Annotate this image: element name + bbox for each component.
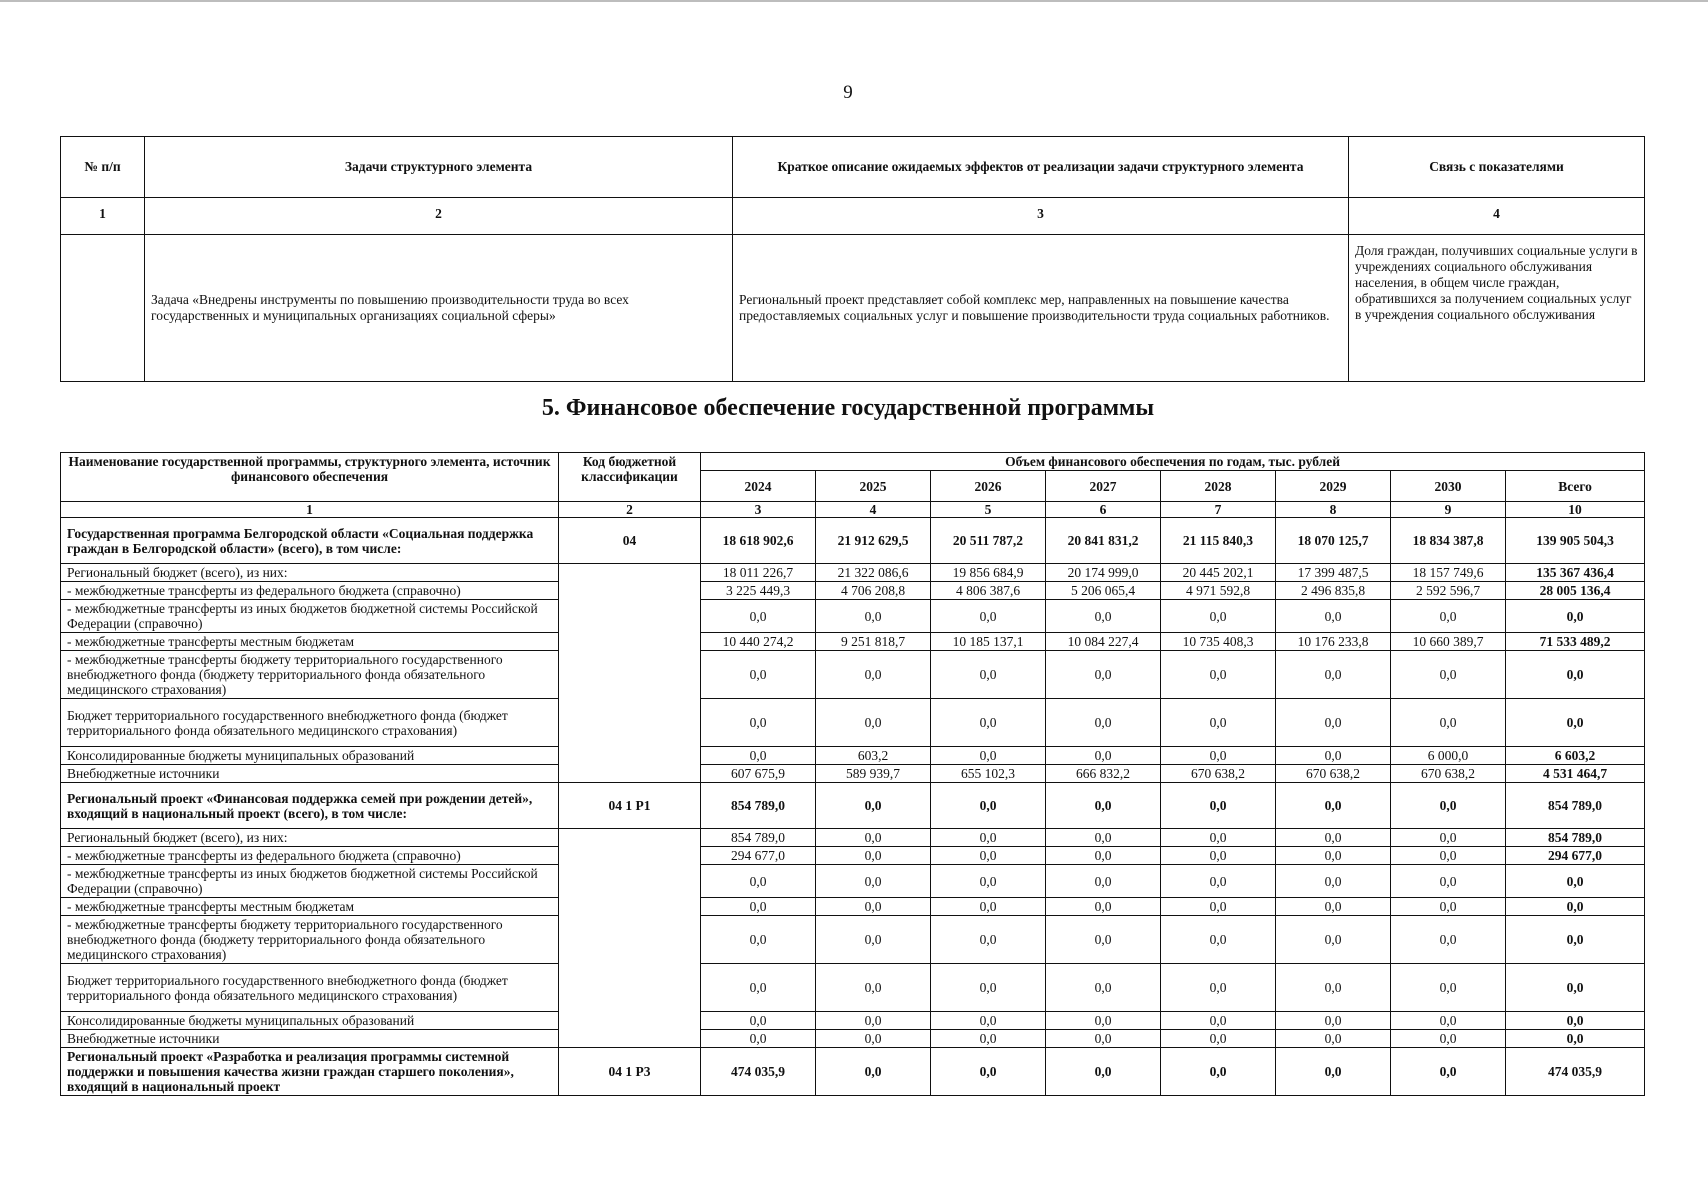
page-top-border <box>0 0 1708 2</box>
finance-row <box>61 865 1645 898</box>
tasks-index-row <box>61 198 1645 235</box>
finance-value: 0,0 <box>1161 865 1276 898</box>
finance-value: 0,0 <box>701 964 816 1012</box>
finance-total: 474 035,9 <box>1506 1048 1645 1096</box>
finance-value: 603,2 <box>816 747 931 765</box>
finance-row <box>61 847 1645 865</box>
finance-value: 0,0 <box>1046 783 1161 829</box>
finance-value: 0,0 <box>1391 1030 1506 1048</box>
finance-value: 0,0 <box>1391 600 1506 633</box>
finance-value: 0,0 <box>701 1030 816 1048</box>
finance-value: 0,0 <box>816 898 931 916</box>
finance-total: 854 789,0 <box>1506 783 1645 829</box>
finance-value: 10 185 137,1 <box>931 633 1046 651</box>
finance-index-row <box>61 502 1645 518</box>
finance-value: 0,0 <box>701 916 816 964</box>
tasks-header-indicator: Связь с показателями <box>1349 137 1645 198</box>
finance-value: 0,0 <box>931 964 1046 1012</box>
finance-table <box>60 452 1645 1096</box>
year-header: 2030 <box>1391 471 1506 502</box>
finance-header-volume: Объем финансового обеспечения по годам, тыс. рублей <box>701 453 1645 471</box>
finance-code-blank <box>559 564 701 783</box>
finance-value: 0,0 <box>701 699 816 747</box>
finance-code-blank <box>559 829 701 1048</box>
finance-value: 0,0 <box>1276 964 1391 1012</box>
finance-total: 139 905 504,3 <box>1506 518 1645 564</box>
finance-row <box>61 633 1645 651</box>
finance-value: 0,0 <box>1161 1048 1276 1096</box>
finance-index-cell: 3 <box>701 502 816 518</box>
finance-value: 0,0 <box>816 1048 931 1096</box>
finance-index-cell: 6 <box>1046 502 1161 518</box>
finance-total: 294 677,0 <box>1506 847 1645 865</box>
finance-value: 0,0 <box>931 1012 1046 1030</box>
finance-value: 474 035,9 <box>701 1048 816 1096</box>
task-text: Задача «Внедрены инструменты по повышению производительности труда во всех государственных и муниципальных организациях социальной сферы» <box>145 235 733 382</box>
finance-header-row <box>61 453 1645 471</box>
finance-row-name: Региональный бюджет (всего), из них: <box>61 564 559 582</box>
finance-total: 0,0 <box>1506 699 1645 747</box>
finance-index-cell: 2 <box>559 502 701 518</box>
year-header: 2024 <box>701 471 816 502</box>
finance-value: 0,0 <box>1161 699 1276 747</box>
finance-value: 0,0 <box>816 964 931 1012</box>
finance-value: 0,0 <box>1161 964 1276 1012</box>
finance-total: 28 005 136,4 <box>1506 582 1645 600</box>
finance-value: 0,0 <box>1391 916 1506 964</box>
finance-value: 0,0 <box>1161 747 1276 765</box>
finance-total: 0,0 <box>1506 916 1645 964</box>
finance-value: 0,0 <box>1276 651 1391 699</box>
finance-index-cell: 7 <box>1161 502 1276 518</box>
finance-value: 0,0 <box>1046 600 1161 633</box>
tasks-index-cell: 4 <box>1349 198 1645 235</box>
finance-row-name: - межбюджетные трансферты из федерального бюджета (справочно) <box>61 847 559 865</box>
finance-value: 2 592 596,7 <box>1391 582 1506 600</box>
finance-value: 607 675,9 <box>701 765 816 783</box>
finance-value: 0,0 <box>1161 829 1276 847</box>
finance-body <box>61 518 1645 1096</box>
finance-value: 0,0 <box>816 847 931 865</box>
page-number: 9 <box>843 82 853 103</box>
finance-total: 0,0 <box>1506 865 1645 898</box>
finance-row <box>61 1030 1645 1048</box>
finance-row-name: Бюджет территориального государственного внебюджетного фонда (бюджет территориального фонда обязательного медицинского страхования) <box>61 699 559 747</box>
finance-row-name: Консолидированные бюджеты муниципальных образований <box>61 1012 559 1030</box>
finance-value: 0,0 <box>1161 783 1276 829</box>
finance-value: 4 971 592,8 <box>1161 582 1276 600</box>
finance-value: 0,0 <box>701 651 816 699</box>
finance-value: 21 115 840,3 <box>1161 518 1276 564</box>
finance-value: 0,0 <box>1391 1012 1506 1030</box>
finance-value: 0,0 <box>1391 847 1506 865</box>
finance-total: 854 789,0 <box>1506 829 1645 847</box>
finance-value: 589 939,7 <box>816 765 931 783</box>
finance-row <box>61 747 1645 765</box>
finance-value: 0,0 <box>1276 783 1391 829</box>
finance-value: 0,0 <box>931 651 1046 699</box>
finance-value: 10 735 408,3 <box>1161 633 1276 651</box>
year-header: 2027 <box>1046 471 1161 502</box>
tasks-row <box>61 235 1645 382</box>
finance-value: 0,0 <box>1276 699 1391 747</box>
finance-value: 0,0 <box>816 651 931 699</box>
finance-value: 0,0 <box>1161 600 1276 633</box>
finance-value: 4 806 387,6 <box>931 582 1046 600</box>
year-header: 2025 <box>816 471 931 502</box>
finance-value: 10 084 227,4 <box>1046 633 1161 651</box>
finance-value: 670 638,2 <box>1276 765 1391 783</box>
task-indicator: Доля граждан, получивших социальные услуги в учреждениях социального обслуживания населения, в общем числе граждан, обратившихся за получением социальных услуг в учреждения социального обслуживания <box>1349 235 1645 382</box>
finance-value: 21 912 629,5 <box>816 518 931 564</box>
tasks-header-num: № п/п <box>61 137 145 198</box>
finance-value: 21 322 086,6 <box>816 564 931 582</box>
task-number <box>61 235 145 382</box>
finance-total: 0,0 <box>1506 964 1645 1012</box>
finance-index-cell: 9 <box>1391 502 1506 518</box>
finance-value: 18 618 902,6 <box>701 518 816 564</box>
finance-value: 0,0 <box>931 916 1046 964</box>
finance-value: 3 225 449,3 <box>701 582 816 600</box>
year-header: 2026 <box>931 471 1046 502</box>
year-header: 2028 <box>1161 471 1276 502</box>
finance-row-code: 04 1 Р1 <box>559 783 701 829</box>
finance-value: 0,0 <box>816 783 931 829</box>
finance-row <box>61 582 1645 600</box>
finance-value: 0,0 <box>1391 699 1506 747</box>
finance-row <box>61 564 1645 582</box>
finance-value: 0,0 <box>1276 1030 1391 1048</box>
finance-total: 4 531 464,7 <box>1506 765 1645 783</box>
finance-total: 0,0 <box>1506 1030 1645 1048</box>
finance-value: 0,0 <box>816 600 931 633</box>
finance-row-name: - межбюджетные трансферты местным бюджетам <box>61 898 559 916</box>
finance-value: 0,0 <box>1276 847 1391 865</box>
finance-value: 9 251 818,7 <box>816 633 931 651</box>
finance-value: 10 176 233,8 <box>1276 633 1391 651</box>
finance-value: 0,0 <box>1046 829 1161 847</box>
finance-value: 0,0 <box>1276 600 1391 633</box>
finance-value: 0,0 <box>816 1012 931 1030</box>
finance-row-name: Внебюджетные источники <box>61 765 559 783</box>
finance-value: 0,0 <box>1161 1012 1276 1030</box>
finance-row-name: - межбюджетные трансферты бюджету территориального государственного внебюджетного фонда (бюджету территориального фонда обязательного медицинского страхования) <box>61 651 559 699</box>
finance-value: 18 011 226,7 <box>701 564 816 582</box>
finance-value: 0,0 <box>1046 865 1161 898</box>
tasks-index-cell: 1 <box>61 198 145 235</box>
finance-value: 0,0 <box>1046 699 1161 747</box>
finance-row-name: Внебюджетные источники <box>61 1030 559 1048</box>
finance-value: 0,0 <box>931 600 1046 633</box>
finance-value: 0,0 <box>1391 964 1506 1012</box>
finance-value: 0,0 <box>1276 898 1391 916</box>
finance-row <box>61 699 1645 747</box>
finance-value: 0,0 <box>1391 1048 1506 1096</box>
finance-section-row <box>61 1048 1645 1096</box>
finance-row-code: 04 <box>559 518 701 564</box>
finance-index-cell: 4 <box>816 502 931 518</box>
total-header: Всего <box>1506 471 1645 502</box>
finance-value: 0,0 <box>701 898 816 916</box>
finance-row-name: Региональный бюджет (всего), из них: <box>61 829 559 847</box>
finance-value: 0,0 <box>816 865 931 898</box>
finance-row-name: - межбюджетные трансферты местным бюджетам <box>61 633 559 651</box>
finance-total: 0,0 <box>1506 1012 1645 1030</box>
finance-index-cell: 10 <box>1506 502 1645 518</box>
finance-value: 0,0 <box>931 1048 1046 1096</box>
finance-section-row <box>61 783 1645 829</box>
finance-total: 6 603,2 <box>1506 747 1645 765</box>
finance-value: 0,0 <box>931 898 1046 916</box>
finance-value: 0,0 <box>1276 1048 1391 1096</box>
finance-value: 0,0 <box>1161 847 1276 865</box>
finance-value: 20 174 999,0 <box>1046 564 1161 582</box>
finance-value: 0,0 <box>931 783 1046 829</box>
finance-row-name: - межбюджетные трансферты из иных бюджетов бюджетной системы Российской Федерации (справочно) <box>61 600 559 633</box>
finance-value: 0,0 <box>1276 1012 1391 1030</box>
finance-value: 0,0 <box>1046 1048 1161 1096</box>
finance-value: 0,0 <box>816 699 931 747</box>
finance-value: 0,0 <box>1046 916 1161 964</box>
finance-value: 0,0 <box>931 847 1046 865</box>
finance-row-name: Государственная программа Белгородской области «Социальная поддержка граждан в Белгородской области» (всего), в том числе: <box>61 518 559 564</box>
finance-row-name: - межбюджетные трансферты бюджету территориального государственного внебюджетного фонда (бюджету территориального фонда обязательного медицинского страхования) <box>61 916 559 964</box>
finance-value: 0,0 <box>816 916 931 964</box>
section-title: 5. Финансовое обеспечение государственной программы <box>541 395 1155 421</box>
finance-value: 0,0 <box>931 747 1046 765</box>
finance-total: 0,0 <box>1506 651 1645 699</box>
task-description: Региональный проект представляет собой комплекс мер, направленных на повышение качества предоставляемых социальных услуг и повышение производительности труда социальных работников. <box>733 235 1349 382</box>
tasks-header-row <box>61 137 1645 198</box>
finance-value: 18 834 387,8 <box>1391 518 1506 564</box>
tasks-header-task: Задачи структурного элемента <box>145 137 733 198</box>
finance-value: 10 440 274,2 <box>701 633 816 651</box>
finance-value: 20 511 787,2 <box>931 518 1046 564</box>
finance-value: 17 399 487,5 <box>1276 564 1391 582</box>
finance-value: 854 789,0 <box>701 829 816 847</box>
finance-header-name: Наименование государственной программы, структурного элемента, источник финансового обеспечения <box>61 453 559 502</box>
finance-value: 0,0 <box>701 747 816 765</box>
finance-value: 655 102,3 <box>931 765 1046 783</box>
finance-row-name: - межбюджетные трансферты из иных бюджетов бюджетной системы Российской Федерации (справочно) <box>61 865 559 898</box>
finance-row <box>61 1012 1645 1030</box>
tasks-index-cell: 3 <box>733 198 1349 235</box>
finance-row-name: Бюджет территориального государственного внебюджетного фонда (бюджет территориального фонда обязательного медицинского страхования) <box>61 964 559 1012</box>
finance-value: 18 070 125,7 <box>1276 518 1391 564</box>
finance-row <box>61 964 1645 1012</box>
finance-value: 0,0 <box>931 829 1046 847</box>
finance-value: 294 677,0 <box>701 847 816 865</box>
finance-value: 0,0 <box>701 1012 816 1030</box>
finance-value: 0,0 <box>1161 898 1276 916</box>
finance-value: 5 206 065,4 <box>1046 582 1161 600</box>
finance-value: 6 000,0 <box>1391 747 1506 765</box>
tasks-index-cell: 2 <box>145 198 733 235</box>
finance-value: 0,0 <box>1276 829 1391 847</box>
finance-header-code: Код бюджетной классификации <box>559 453 701 502</box>
finance-value: 0,0 <box>1046 964 1161 1012</box>
finance-row-name: Региональный проект «Разработка и реализация программы системной поддержки и повышения качества жизни граждан старшего поколения», входящий в национальный проект <box>61 1048 559 1096</box>
finance-value: 670 638,2 <box>1161 765 1276 783</box>
finance-value: 0,0 <box>1276 865 1391 898</box>
finance-value: 0,0 <box>931 865 1046 898</box>
finance-section-row <box>61 518 1645 564</box>
finance-total: 71 533 489,2 <box>1506 633 1645 651</box>
finance-value: 0,0 <box>1161 651 1276 699</box>
finance-row-name: Региональный проект «Финансовая поддержка семей при рождении детей», входящий в национальный проект (всего), в том числе: <box>61 783 559 829</box>
finance-value: 0,0 <box>701 600 816 633</box>
finance-value: 0,0 <box>816 1030 931 1048</box>
finance-value: 20 841 831,2 <box>1046 518 1161 564</box>
finance-value: 2 496 835,8 <box>1276 582 1391 600</box>
finance-value: 0,0 <box>816 829 931 847</box>
finance-value: 0,0 <box>1391 651 1506 699</box>
finance-value: 0,0 <box>1161 916 1276 964</box>
finance-value: 0,0 <box>1161 1030 1276 1048</box>
finance-value: 4 706 208,8 <box>816 582 931 600</box>
finance-index-cell: 8 <box>1276 502 1391 518</box>
finance-value: 18 157 749,6 <box>1391 564 1506 582</box>
finance-total: 0,0 <box>1506 898 1645 916</box>
finance-value: 0,0 <box>1276 916 1391 964</box>
finance-value: 0,0 <box>931 699 1046 747</box>
finance-row-name: Консолидированные бюджеты муниципальных образований <box>61 747 559 765</box>
finance-index-cell: 1 <box>61 502 559 518</box>
finance-index-cell: 5 <box>931 502 1046 518</box>
finance-value: 0,0 <box>1391 898 1506 916</box>
finance-value: 19 856 684,9 <box>931 564 1046 582</box>
finance-value: 0,0 <box>1046 898 1161 916</box>
finance-value: 666 832,2 <box>1046 765 1161 783</box>
finance-total: 0,0 <box>1506 600 1645 633</box>
finance-value: 0,0 <box>1391 865 1506 898</box>
year-header: 2029 <box>1276 471 1391 502</box>
finance-value: 20 445 202,1 <box>1161 564 1276 582</box>
finance-value: 0,0 <box>1391 783 1506 829</box>
tasks-header-description: Краткое описание ожидаемых эффектов от реализации задачи структурного элемента <box>733 137 1349 198</box>
finance-value: 0,0 <box>701 865 816 898</box>
finance-row-code: 04 1 Р3 <box>559 1048 701 1096</box>
finance-row <box>61 829 1645 847</box>
tasks-table <box>60 136 1645 382</box>
finance-value: 0,0 <box>1391 829 1506 847</box>
finance-row <box>61 651 1645 699</box>
finance-value: 670 638,2 <box>1391 765 1506 783</box>
finance-value: 0,0 <box>931 1030 1046 1048</box>
finance-row <box>61 898 1645 916</box>
finance-row-name: - межбюджетные трансферты из федерального бюджета (справочно) <box>61 582 559 600</box>
finance-row <box>61 765 1645 783</box>
finance-value: 0,0 <box>1276 747 1391 765</box>
finance-value: 0,0 <box>1046 1012 1161 1030</box>
finance-value: 0,0 <box>1046 651 1161 699</box>
finance-value: 0,0 <box>1046 1030 1161 1048</box>
finance-value: 854 789,0 <box>701 783 816 829</box>
finance-row <box>61 600 1645 633</box>
finance-value: 0,0 <box>1046 747 1161 765</box>
finance-value: 0,0 <box>1046 847 1161 865</box>
finance-value: 10 660 389,7 <box>1391 633 1506 651</box>
finance-total: 135 367 436,4 <box>1506 564 1645 582</box>
finance-row <box>61 916 1645 964</box>
